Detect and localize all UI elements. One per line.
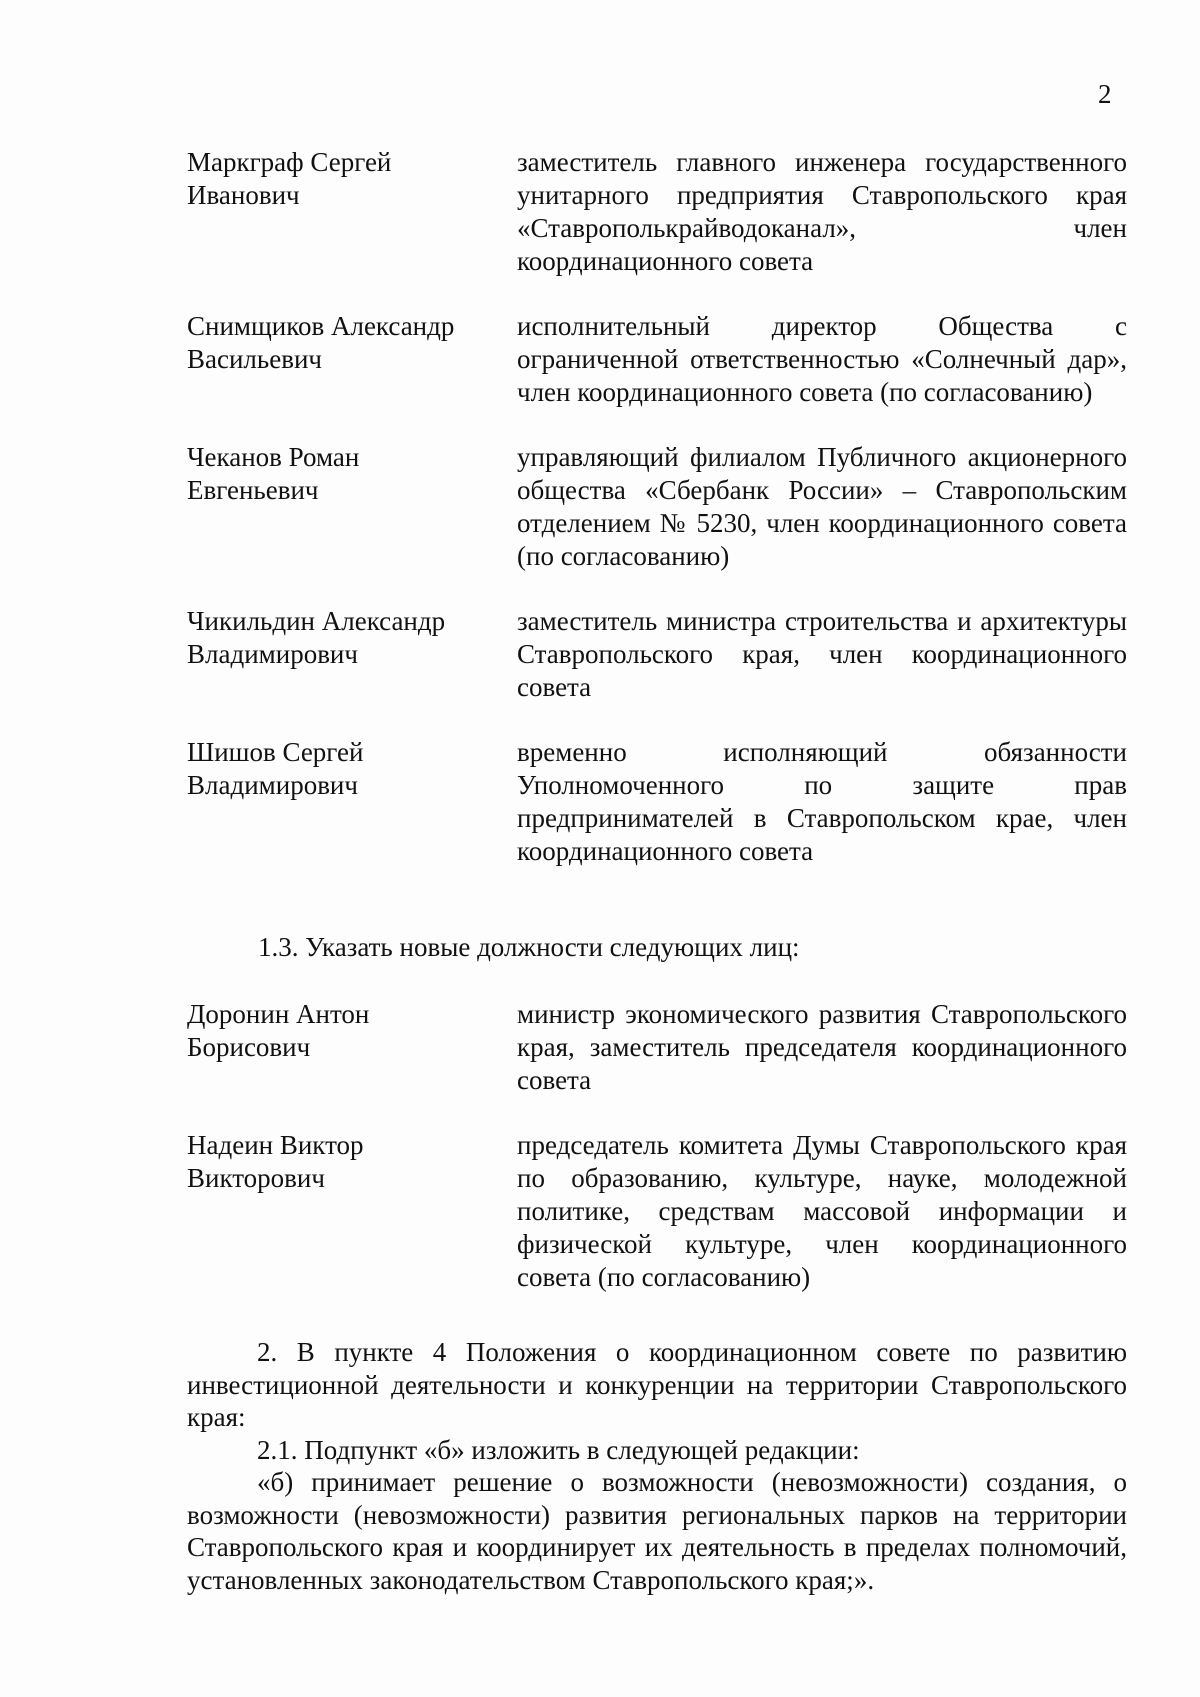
member-entry <box>187 605 1127 704</box>
member-name-line1: Снимщиков Александр <box>187 311 455 341</box>
member-role: заместитель главного инженера государственного унитарного предприятия Ставропольского края «Ставрополькрайводоканал», член координационного совета <box>517 147 1127 276</box>
page-number: 2 <box>1098 79 1112 109</box>
member-entry <box>187 310 1127 409</box>
member-role: министр экономического развития Ставропольского края, заместитель председателя координационного совета <box>517 999 1127 1095</box>
member-name <box>187 998 517 1064</box>
member-name-line2: Васильевич <box>187 344 322 374</box>
member-role: временно исполняющий обязанности Уполномоченного по защите прав предпринимателей в Ставропольском крае, член координационного совета <box>517 737 1127 866</box>
member-name-line1: Маркграф Сергей <box>187 147 392 177</box>
paragraph: «б) принимает решение о возможности (невозможности) создания, о возможности (невозможности) развития региональных парков на территории Ставропольского края и координирует их деятельность в пределах полномочий, установленных законодательством Ставропольского края;». <box>187 1467 1127 1595</box>
member-entry <box>187 736 1127 868</box>
member-name-line1: Доронин Антон <box>187 999 370 1029</box>
body-text <box>187 1336 1127 1596</box>
member-role: заместитель министра строительства и архитектуры Ставропольского края, член координационного совета <box>517 606 1127 702</box>
members-new-positions-list <box>187 998 1127 1326</box>
member-name <box>187 605 517 671</box>
member-entry <box>187 441 1127 573</box>
member-entry <box>187 146 1127 278</box>
member-entry <box>187 998 1127 1097</box>
member-name-line2: Владимирович <box>187 639 358 669</box>
paragraph: 2. В пункте 4 Положения о координационном совете по развитию инвестиционной деятельности и конкуренции на территории Ставропольского края: <box>187 1337 1127 1432</box>
member-name-line1: Шишов Сергей <box>187 737 364 767</box>
member-name-line2: Викторович <box>187 1163 325 1193</box>
member-name-line1: Надеин Виктор <box>187 1130 364 1160</box>
member-role: управляющий филиалом Публичного акционерного общества «Сбербанк России» – Ставропольским отделением № 5230, член координационного совета (по согласованию) <box>517 442 1127 571</box>
member-name-line1: Чикильдин Александр <box>187 606 446 636</box>
member-name-line2: Борисович <box>187 1032 311 1062</box>
member-role: председатель комитета Думы Ставропольского края по образованию, культуре, науке, молодежной политике, средствам массовой информации и физической культуре, член координационного совета (по согласованию) <box>517 1130 1127 1292</box>
member-name-line2: Иванович <box>187 180 300 210</box>
member-role: исполнительный директор Общества с ограниченной ответственностью «Солнечный дар», член координационного совета (по согласованию) <box>517 311 1127 407</box>
member-name-line2: Евгеньевич <box>187 475 319 505</box>
section-heading: 1.3. Указать новые должности следующих лиц: <box>258 932 800 962</box>
members-added-list <box>187 146 1127 900</box>
member-name <box>187 146 517 212</box>
member-name <box>187 310 517 376</box>
member-name <box>187 1129 517 1195</box>
member-name <box>187 736 517 802</box>
paragraph: 2.1. Подпункт «б» изложить в следующей редакции: <box>257 1434 860 1465</box>
member-entry <box>187 1129 1127 1294</box>
member-name <box>187 441 517 507</box>
member-name-line2: Владимирович <box>187 770 358 800</box>
member-name-line1: Чеканов Роман <box>187 442 360 472</box>
